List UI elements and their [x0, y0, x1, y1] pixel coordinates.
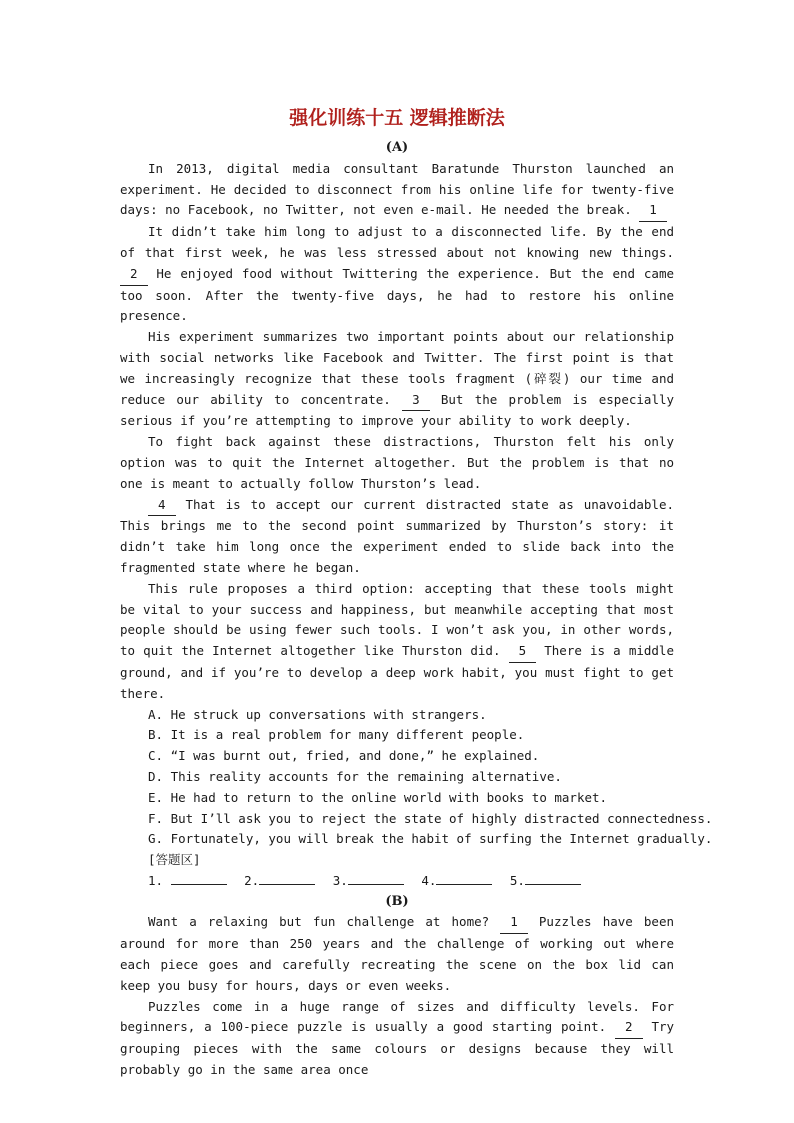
answer-row	[120, 871, 674, 892]
paragraph-text: Want a relaxing but fun challenge at home?	[148, 914, 490, 930]
blank-3: 3	[402, 390, 430, 412]
paragraph-b1	[120, 912, 674, 996]
paragraph-text: But the problem is especially serious if you’re attempting to improve your ability to work deeply.	[120, 391, 675, 429]
blank-5: 5	[509, 641, 537, 663]
option-list	[120, 705, 713, 851]
answer-line-1[interactable]	[171, 872, 227, 885]
paragraph-a2	[120, 222, 674, 327]
paragraph-a6	[120, 579, 674, 705]
paragraph-text: Puzzles have been around for more than 250 years and the challenge of working out where each piece goes and carefully recreating the scene on the box lid can keep you busy for hours, days or even weeks.	[120, 914, 675, 993]
answer-line-2[interactable]	[259, 872, 315, 885]
blank-4: 4	[148, 495, 176, 517]
paragraph-a5	[120, 495, 674, 579]
option-e: E. He had to return to the online world with books to market.	[148, 789, 608, 805]
option-f: F. But I’ll ask you to reject the state of highly distracted connectedness.	[148, 810, 713, 826]
option-d: D. This reality accounts for the remaining alternative.	[148, 768, 562, 784]
answer-line-4[interactable]	[436, 872, 492, 885]
paragraph-b2	[120, 997, 674, 1081]
paragraph-text: That is to accept our current distracted state as unavoidable. This brings me to the second point summarized by Thurston’s story: it didn’t take him long once the experiment ended to slide back into the fragmented state where he began.	[120, 496, 674, 575]
paragraph-a3	[120, 327, 674, 432]
section-a-label: (A)	[385, 140, 409, 155]
document-body	[120, 138, 713, 1081]
paragraph-text: Try grouping pieces with the same colours or designs because they will probably go in the same area once	[120, 1019, 675, 1078]
blank-2: 2	[120, 264, 148, 286]
answer-num-5: 5.	[509, 872, 525, 888]
answer-num-3: 3.	[332, 872, 348, 888]
blank-b1: 1	[500, 912, 528, 934]
section-b-label: (B)	[385, 893, 409, 909]
option-b: B. It is a real problem for many different people.	[148, 727, 525, 743]
option-c: C. “I was burnt out, fried, and done,” he explained.	[148, 748, 540, 764]
answer-num-4: 4.	[421, 872, 437, 888]
paragraph-a4: To fight back against these distractions, Thurston felt his only option was to quit the Internet altogether. But the problem is that no one is meant to actually follow Thurston’s lead.	[120, 434, 674, 491]
page-title: 强化训练十五 逻辑推断法	[289, 107, 505, 129]
answer-line-3[interactable]	[348, 872, 404, 885]
paragraph-text: He enjoyed food without Twittering the experience. But the end came too soon. After the twenty-five days, he had to restore his online presence.	[120, 265, 675, 324]
paragraph-text: In 2013, digital media consultant Baratunde Thurston launched an experiment. He decided to disconnect from his online life for twenty-five days: no Facebook, no Twitter, not even e-mail. He needed the break.	[120, 160, 674, 218]
answer-num-2: 2.	[244, 872, 260, 888]
paragraph-a1	[120, 159, 674, 222]
answer-area-label: [答题区]	[148, 852, 201, 868]
blank-b2: 2	[615, 1017, 643, 1039]
paragraph-text: This rule proposes a third option: accepting that these tools might be vital to your success and happiness, but meanwhile accepting that most people should be using fewer such tools. I won’t ask you, in other words, to quit the Internet altogether like Thurston did.	[120, 580, 674, 659]
paragraph-text: There is a middle ground, and if you’re to develop a deep work habit, you must fight to get there.	[120, 643, 674, 701]
paragraph-text: His experiment summarizes two important points about our relationship with social networks like Facebook and Twitter. The first point is that we increasingly recognize that these tools fragment (碎裂) our time and reduce our ability to concentrate.	[120, 329, 674, 407]
paragraph-text: Puzzles come in a huge range of sizes and difficulty levels. For beginners, a 100-piece puzzle is usually a good starting point.	[120, 998, 674, 1035]
answer-num-1: 1.	[148, 872, 164, 888]
option-a: A. He struck up conversations with strangers.	[148, 706, 487, 722]
paragraph-text: It didn’t take him long to adjust to a disconnected life. By the end of that first week, he was less stressed about not knowing new things.	[120, 224, 674, 260]
answer-line-5[interactable]	[525, 872, 581, 885]
option-g: G. Fortunately, you will break the habit of surfing the Internet gradually.	[148, 831, 713, 847]
blank-1: 1	[639, 200, 667, 222]
